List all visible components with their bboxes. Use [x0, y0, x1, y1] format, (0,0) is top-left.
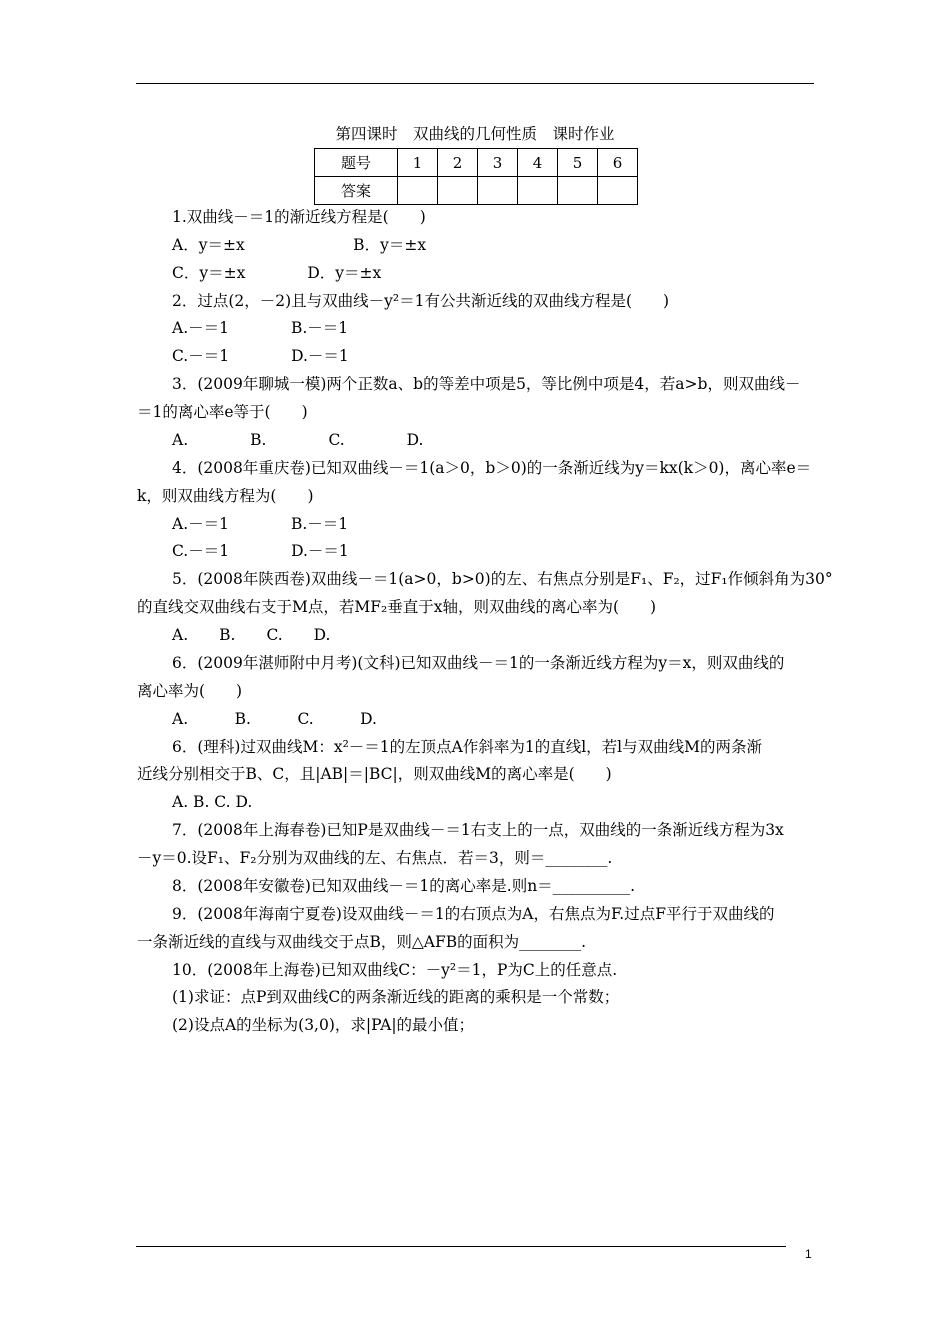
answer-cell	[478, 177, 518, 205]
question-number-cell: 1	[398, 149, 438, 177]
table-row	[315, 177, 638, 205]
answer-cell	[558, 177, 598, 205]
question-10-part-1: (1)求证：点P到双曲线C的两条渐近线的距离的乘积是一个常数；	[172, 988, 620, 1006]
answer-cell	[438, 177, 478, 205]
question-7: 7．(2008年上海春卷)已知P是双曲线－＝1右支上的一点，双曲线的一条渐近线方程为3x	[172, 821, 784, 839]
question-4-cont: k，则双曲线方程为( )	[137, 487, 314, 505]
question-7-cont: －y＝0.设F₁、F₂分别为双曲线的左、右焦点．若＝3，则＝________.	[137, 849, 613, 867]
answer-cell	[518, 177, 558, 205]
question-6-science-cont: 近线分别相交于B、C，且|AB|＝|BC|，则双曲线M的离心率是( )	[137, 765, 612, 783]
question-6-science: 6．(理科)过双曲线M：x²－＝1的左顶点A作斜率为1的直线l，若l与双曲线M的两条渐	[172, 738, 762, 756]
question-2: 2．过点(2，－2)且与双曲线－y²＝1有公共渐近线的双曲线方程是( )	[172, 292, 670, 310]
question-10-part-2: (2)设点A的坐标为(3,0)，求|PA|的最小值；	[172, 1016, 475, 1034]
question-3: 3．(2009年聊城一模)两个正数a、b的等差中项是5，等比例中项是4，若a>b，则双曲线－	[172, 375, 801, 393]
question-number-cell: 5	[558, 149, 598, 177]
question-5-cont: 的直线交双曲线右支于M点，若MF₂垂直于x轴，则双曲线的离心率为( )	[137, 598, 657, 616]
question-5-options: A. B. C. D.	[172, 626, 331, 644]
question-4-options: C.－＝1 D.－＝1	[172, 542, 349, 560]
header-rule	[136, 83, 814, 84]
question-4-options: A.－＝1 B.－＝1	[172, 515, 349, 533]
question-number-cell: 3	[478, 149, 518, 177]
footer-rule	[136, 1246, 786, 1247]
question-3-options: A. B. C. D.	[172, 431, 424, 449]
question-4: 4．(2008年重庆卷)已知双曲线－＝1(a＞0，b＞0)的一条渐近线为y＝kx(k＞0)，离心率e＝	[172, 459, 812, 477]
question-number-cell: 4	[518, 149, 558, 177]
question-6-liberal-options: A. B. C. D.	[172, 710, 377, 728]
question-number-cell: 6	[598, 149, 638, 177]
question-1: 1.双曲线－＝1的渐近线方程是( )	[172, 208, 426, 226]
question-2-options: C.－＝1 D.－＝1	[172, 347, 349, 365]
page-number: 1	[805, 1247, 812, 1261]
question-8: 8．(2008年安徽卷)已知双曲线－＝1的离心率是.则n＝__________.	[172, 877, 636, 895]
question-6-science-options: A. B. C. D.	[172, 793, 253, 811]
question-9-cont: 一条渐近线的直线与双曲线交于点B，则△AFB的面积为________.	[137, 933, 587, 951]
question-6-liberal: 6．(2009年湛师附中月考)(文科)已知双曲线－＝1的一条渐近线方程为y＝x，则双曲线的	[172, 654, 785, 672]
answer-table	[314, 148, 638, 205]
question-number-cell: 2	[438, 149, 478, 177]
document-title: 第四课时 双曲线的几何性质 课时作业	[335, 125, 615, 143]
table-header-cell: 题号	[315, 149, 398, 177]
question-1-options: A．y＝±x B．y＝±x	[172, 236, 427, 254]
question-9: 9．(2008年海南宁夏卷)设双曲线－＝1的右顶点为A，右焦点为F.过点F平行于双曲线的	[172, 905, 775, 923]
question-6-liberal-cont: 离心率为( )	[137, 682, 243, 700]
question-10: 10．(2008年上海卷)已知双曲线C：－y²＝1，P为C上的任意点.	[172, 961, 618, 979]
table-header-cell: 答案	[315, 177, 398, 205]
question-3-cont: ＝1的离心率e等于( )	[137, 403, 308, 421]
answer-cell	[398, 177, 438, 205]
answer-cell	[598, 177, 638, 205]
question-1-options: C．y＝±x D．y＝±x	[172, 264, 382, 282]
question-2-options: A.－＝1 B.－＝1	[172, 319, 349, 337]
table-row	[315, 149, 638, 177]
question-5: 5．(2008年陕西卷)双曲线－＝1(a>0，b>0)的左、右焦点分别是F₁、F₂，过F₁作倾斜角为30°	[172, 570, 833, 588]
